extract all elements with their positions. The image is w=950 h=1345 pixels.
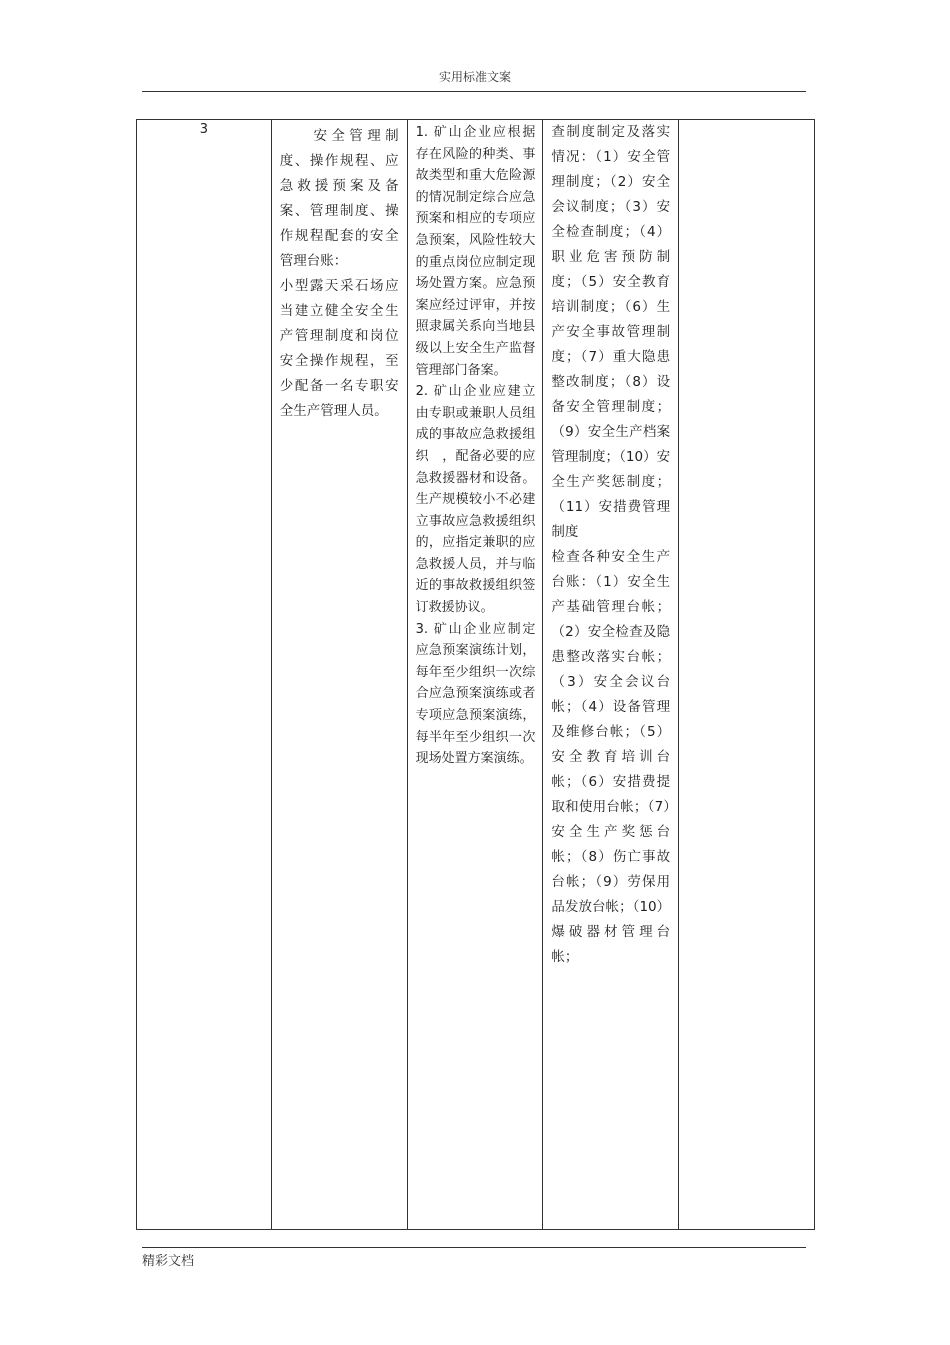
footer-divider xyxy=(142,1247,806,1248)
table-row xyxy=(137,120,815,1230)
method-paragraph: 检查各种安全生产台账：（1）安全生产基础管理台帐；（2）安全检查及隐患整改落实台帐；（3）安全会议台帐；（4）设备管理及维修台帐；（5）安全教育培训台帐；（6）安措费提取和使用台帐；（7）安全生产奖惩台帐；（8）伤亡事故台帐；（9）劳保用品发放台帐；（10）爆破器材管理台帐； xyxy=(551,549,671,965)
standard-paragraph: 1. 矿山企业应根据存在风险的种类、事故类型和重大危险源的情况制定综合应急预案和相应的专项应急预案，风险性较大的重点岗位应制定现场处置方案。应急预案应经过评审，并按照隶属关系向当地县级以上安全生产监督管理部门备案。 xyxy=(415,125,536,378)
standard-cell xyxy=(407,120,543,1230)
item-number-cell xyxy=(137,120,272,1230)
requirement-cell xyxy=(271,120,407,1230)
item-number: 3 xyxy=(199,122,209,137)
method-paragraph: 查制度制定及落实情况：（1）安全管理制度；（2）安全会议制度；（3）安全检查制度；（4）职业危害预防制度；（5）安全教育培训制度；（6）生产安全事故管理制度；（7）重大隐患整改制度；（8）设备安全管理制度；（9）安全生产档案管理制度；（10）安全生产奖惩制度；（11）安措费管理制度 xyxy=(551,124,671,540)
standard-paragraph: 3. 矿山企业应制定应急预案演练计划，每年至少组织一次综合应急预案演练或者专项应急预案演练，每半年至少组织一次现场处置方案演练。 xyxy=(415,621,536,767)
method-cell xyxy=(543,120,679,1230)
inspection-table xyxy=(136,119,815,1230)
requirement-paragraph: 小型露天采石场应当建立健全安全生产管理制度和岗位安全操作规程，至少配备一名专职安全生产管理人员。 xyxy=(279,278,399,419)
page-header-title: 实用标准文案 xyxy=(438,70,511,84)
requirement-paragraph: 安全管理制度、操作规程、应急救援预案及备案、管理制度、操作规程配套的安全管理台账： xyxy=(279,128,399,269)
remark-cell xyxy=(679,120,815,1230)
standard-paragraph: 2. 矿山企业应建立由专职或兼职人员组成的事故应急救援组织 ，配备必要的应急救援器材和设备。生产规模较小不必建立事故应急救援组织的，应指定兼职的应急救援人员，并与临近的事故救援组织签订救援协议。 xyxy=(415,384,536,616)
page-footer-text: 精彩文档 xyxy=(142,1254,195,1269)
header-divider xyxy=(142,91,806,92)
